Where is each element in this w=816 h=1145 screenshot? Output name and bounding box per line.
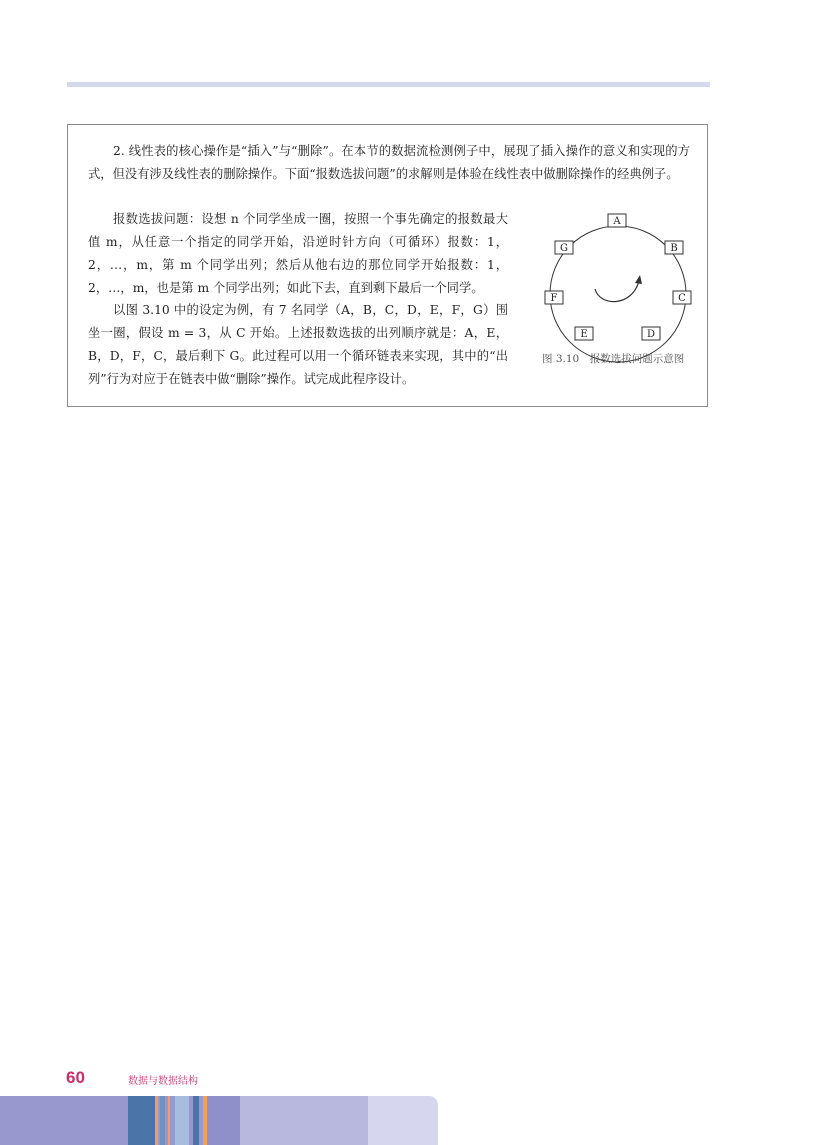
paragraph-intro: 2. 线性表的核心操作是“插入”与“删除”。在本节的数据流检测例子中，展现了插入操作的意义和实现的方式，但没有涉及线性表的删除操作。下面“报数选拔问题”的求解则是体验在线性表中做删除操作的经典例子。: [88, 144, 690, 181]
paragraph-problem: 报数选拔问题：设想 n 个同学坐成一圈，按照一个事先确定的报数最大值 m，从任意一个指定的同学开始，沿逆时针方向（可循环）报数：1，2，…，m，第 m 个同学出列；然后从他右边的那位同学开始报数：1，2，…，m，也是第 m 个同学出列；如此下去，直到剩下最后一个同学。: [88, 212, 508, 295]
student-label-e: E: [580, 329, 588, 340]
student-label-d: D: [646, 329, 656, 340]
student-label-f: F: [550, 293, 558, 304]
paragraph-example: 以图 3.10 中的设定为例，有 7 名同学（A，B，C，D，E，F，G）围坐一圈，假设 m = 3，从 C 开始。上述报数选拔的出列顺序就是：A，E，B，D，F，C，最后剩下 G。此过程可以用一个循环链表来实现，其中的“出列”行为对应于在链表中做“删除”操作。试完成此程序设计。: [88, 303, 508, 386]
figure-caption: 图 3.10 报数选拔问题示意图: [542, 353, 685, 365]
footer-stripe: [160, 1096, 165, 1145]
footer-stripe: [207, 1096, 240, 1145]
running-footer-title: 数据与数据结构: [128, 1076, 198, 1087]
student-node-d: [642, 327, 660, 340]
footer-stripe: [193, 1096, 199, 1145]
footer-stripe: [175, 1096, 189, 1145]
footer-decoration-bar: [0, 1096, 438, 1145]
arrow-head-icon: [635, 275, 642, 284]
student-label-b: B: [670, 243, 678, 254]
page-number: 60: [66, 1068, 85, 1087]
student-node-c: [673, 291, 691, 304]
student-label-g: G: [560, 243, 568, 254]
student-node-a: [608, 214, 626, 227]
student-node-f: [545, 291, 563, 304]
student-node-e: [575, 327, 593, 340]
student-node-b: [665, 241, 683, 254]
header-rule: [67, 82, 710, 87]
footer-stripe: [128, 1096, 155, 1145]
student-label-a: A: [613, 216, 621, 227]
footer-stripe: [168, 1096, 170, 1145]
student-node-g: [555, 241, 573, 254]
footer-stripe: [155, 1096, 158, 1145]
student-label-c: C: [678, 293, 686, 304]
exercise-box: [67, 124, 708, 407]
counting-direction-arrow: [595, 281, 639, 302]
